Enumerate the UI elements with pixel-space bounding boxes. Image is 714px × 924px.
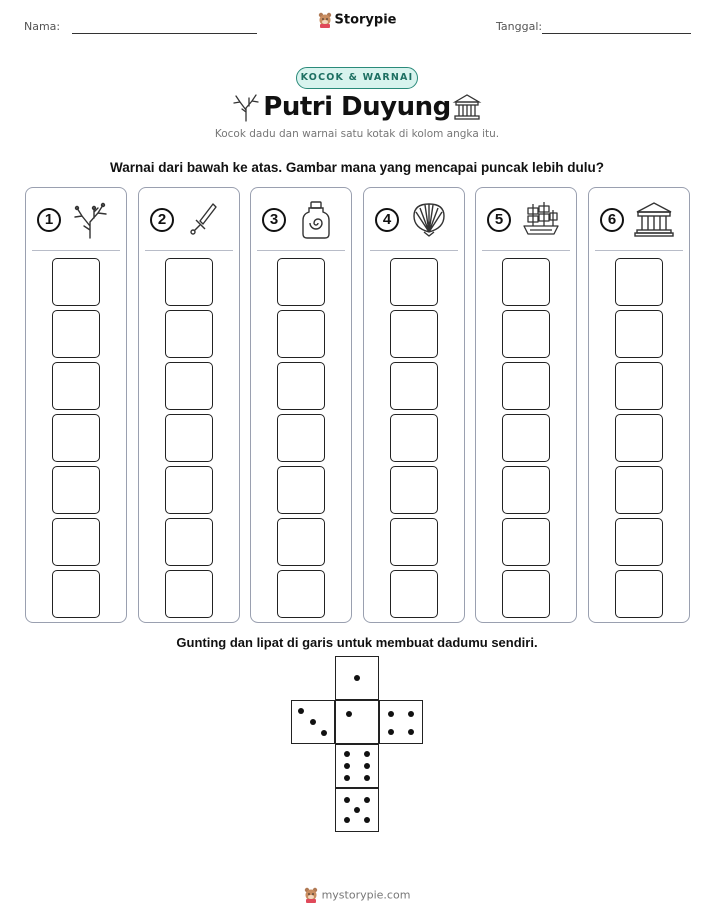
- color-box[interactable]: [390, 518, 438, 566]
- storypie-bear-icon: [304, 887, 318, 903]
- die-pip: [364, 763, 370, 769]
- color-box[interactable]: [502, 362, 550, 410]
- column-number: 2: [150, 208, 174, 232]
- color-box[interactable]: [165, 258, 213, 306]
- column-divider: [257, 250, 345, 251]
- color-box[interactable]: [165, 466, 213, 514]
- die-face-one[interactable]: [335, 656, 379, 700]
- die-pip: [298, 708, 304, 714]
- color-box[interactable]: [502, 570, 550, 618]
- brand-name: Storypie: [334, 12, 397, 28]
- die-pip: [344, 817, 350, 823]
- color-box[interactable]: [277, 258, 325, 306]
- color-box[interactable]: [52, 518, 100, 566]
- die-pip: [344, 763, 350, 769]
- page-subtitle: Kocok dadu dan warnai satu kotak di kolom angka itu.: [214, 128, 500, 140]
- color-box[interactable]: [390, 362, 438, 410]
- coral-icon: [70, 198, 112, 240]
- color-box[interactable]: [390, 310, 438, 358]
- column-divider: [145, 250, 233, 251]
- color-box[interactable]: [615, 258, 663, 306]
- die-pip: [388, 729, 394, 735]
- name-line[interactable]: [72, 33, 257, 34]
- column-divider: [32, 250, 120, 251]
- color-box[interactable]: [165, 570, 213, 618]
- color-box[interactable]: [52, 258, 100, 306]
- color-box[interactable]: [615, 362, 663, 410]
- color-box[interactable]: [502, 414, 550, 462]
- die-pip: [364, 817, 370, 823]
- color-box[interactable]: [277, 570, 325, 618]
- color-box[interactable]: [52, 362, 100, 410]
- color-box[interactable]: [615, 310, 663, 358]
- column-divider: [370, 250, 458, 251]
- column-2: [138, 187, 240, 623]
- column-4: [363, 187, 465, 623]
- color-box[interactable]: [165, 362, 213, 410]
- name-label: Nama:: [24, 20, 61, 33]
- die-face-one-center[interactable]: [335, 700, 379, 744]
- die-pip: [310, 719, 316, 725]
- color-box[interactable]: [52, 310, 100, 358]
- die-pip: [346, 711, 352, 717]
- footer-url[interactable]: mystorypie.com: [321, 888, 411, 902]
- die-pip: [408, 711, 414, 717]
- seashell-icon: [408, 198, 450, 240]
- footer: [0, 887, 714, 903]
- column-number: 3: [262, 208, 286, 232]
- color-box[interactable]: [52, 570, 100, 618]
- color-box[interactable]: [615, 518, 663, 566]
- die-pip: [354, 807, 360, 813]
- die-pip: [408, 729, 414, 735]
- cut-instruction: Gunting dan lipat di garis untuk membuat dadumu sendiri.: [176, 635, 538, 650]
- color-box[interactable]: [502, 518, 550, 566]
- color-box[interactable]: [502, 258, 550, 306]
- dagger-icon: [183, 198, 225, 240]
- color-box[interactable]: [277, 362, 325, 410]
- instruction-text: Warnai dari bawah ke atas. Gambar mana yang mencapai puncak lebih dulu?: [110, 160, 604, 175]
- color-box[interactable]: [615, 570, 663, 618]
- color-box[interactable]: [390, 258, 438, 306]
- color-box[interactable]: [277, 310, 325, 358]
- die-pip: [344, 751, 350, 757]
- date-line[interactable]: [542, 33, 691, 34]
- die-face-five[interactable]: [335, 788, 379, 832]
- date-label: Tanggal:: [496, 20, 543, 33]
- color-box[interactable]: [502, 310, 550, 358]
- color-box[interactable]: [52, 466, 100, 514]
- storypie-bear-icon: [318, 12, 332, 28]
- column-6: [588, 187, 690, 623]
- color-box[interactable]: [390, 466, 438, 514]
- die-pip: [364, 775, 370, 781]
- activity-badge: KOCOK & WARNAI: [296, 67, 418, 89]
- color-box[interactable]: [52, 414, 100, 462]
- color-box[interactable]: [502, 466, 550, 514]
- column-1: [25, 187, 127, 623]
- color-box[interactable]: [277, 414, 325, 462]
- die-face-three[interactable]: [291, 700, 335, 744]
- color-box[interactable]: [615, 466, 663, 514]
- color-box[interactable]: [165, 414, 213, 462]
- die-pip: [354, 675, 360, 681]
- color-box[interactable]: [165, 518, 213, 566]
- die-pip: [344, 775, 350, 781]
- column-number: 6: [600, 208, 624, 232]
- die-pip: [364, 751, 370, 757]
- color-box[interactable]: [165, 310, 213, 358]
- die-pip: [388, 711, 394, 717]
- color-box[interactable]: [615, 414, 663, 462]
- column-divider: [482, 250, 570, 251]
- column-number: 5: [487, 208, 511, 232]
- color-box[interactable]: [390, 414, 438, 462]
- palace-title-icon: [452, 92, 482, 122]
- ship-icon: [520, 198, 562, 240]
- column-5: [475, 187, 577, 623]
- column-number: 4: [375, 208, 399, 232]
- potion-bottle-icon: [295, 198, 337, 240]
- palace-icon: [633, 198, 675, 240]
- die-pip: [321, 730, 327, 736]
- color-box[interactable]: [277, 518, 325, 566]
- color-box[interactable]: [390, 570, 438, 618]
- die-face-six[interactable]: [335, 744, 379, 788]
- die-pip: [344, 797, 350, 803]
- column-3: [250, 187, 352, 623]
- column-divider: [595, 250, 683, 251]
- page-title: Putri Duyung: [263, 92, 451, 122]
- color-box[interactable]: [277, 466, 325, 514]
- brand-logo: [0, 12, 714, 28]
- die-pip: [364, 797, 370, 803]
- die-face-four[interactable]: [379, 700, 423, 744]
- column-number: 1: [37, 208, 61, 232]
